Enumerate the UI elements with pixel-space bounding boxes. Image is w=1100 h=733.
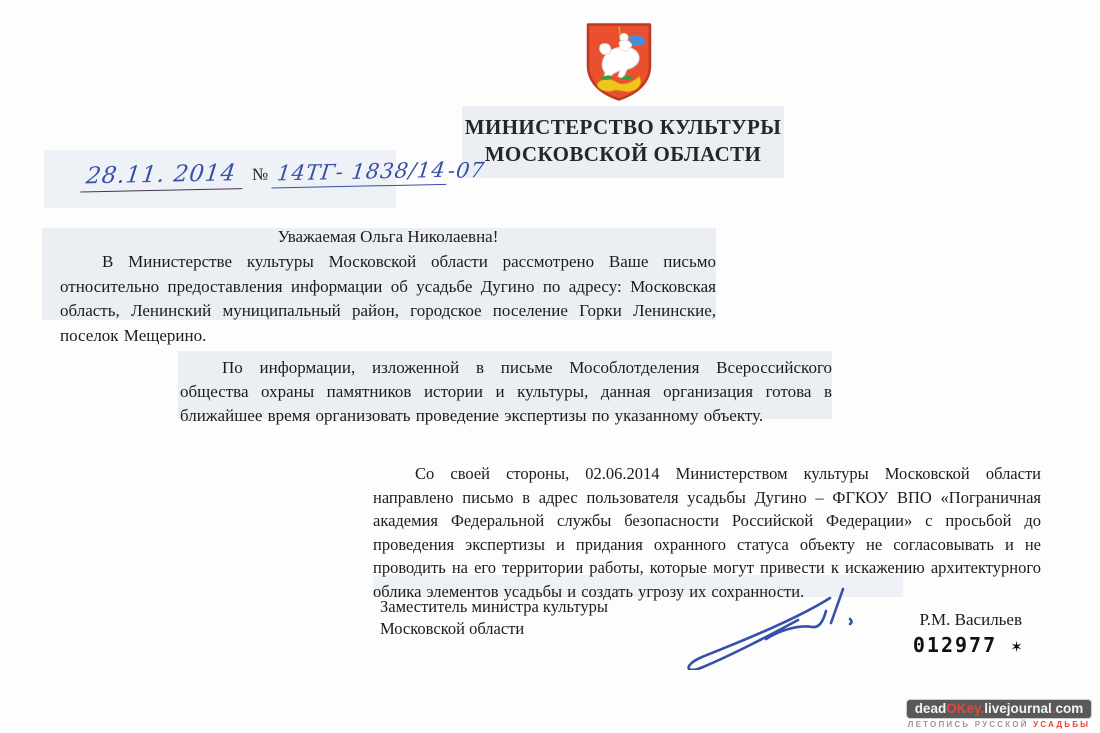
watermark-url-seg5: . (1051, 701, 1056, 716)
stamp-number-digits: 012977 (912, 633, 998, 657)
watermark-url-seg6: com (1055, 701, 1084, 716)
watermark (906, 699, 1092, 729)
salutation: Уважаемая Ольга Николаевна! (277, 227, 499, 246)
watermark-url-seg1: dead (914, 701, 947, 716)
signatory-name: Р.М. Васильев (919, 610, 1022, 629)
paragraph-3: Со своей стороны, 02.06.2014 Министерством культуры Московской области направлено письмо в адрес пользователя усадьбы Дугино – ФГКОУ ВПО «Пограничная академия Федеральной службы безопасности Российской Федерации» с просьбой до проведения экспертизы и придания охранного статуса объекту не согласовывать и не проводить на его территории работы, которые могут привести к искажению архитектурного облика элементов усадьбы и создать угрозу их сохранности. (373, 464, 1041, 601)
paragraph-2: По информации, изложенной в письме Мособлотделения Всероссийского общества охраны памятников истории и культуры, данная организация готова в ближайшее время организовать проведение экспертизы по указанному объекту. (180, 358, 832, 425)
signoff-position-line2: Московской области (380, 619, 525, 638)
signoff-position-line1: Заместитель министра культуры (380, 597, 608, 616)
number-sign: № (251, 164, 269, 184)
watermark-url (906, 699, 1092, 719)
watermark-tagline-gray: ЛЕТОПИСЬ РУССКОЙ (907, 720, 1029, 729)
watermark-url-seg4: livejournal (984, 701, 1052, 716)
handwritten-date: 28.11. 2014 (80, 160, 245, 192)
watermark-url-seg3: . (980, 701, 985, 716)
org-name-line2: МОСКОВСКОЙ ОБЛАСТИ (484, 142, 762, 166)
stamp-number (900, 633, 1022, 657)
paragraph-1: В Министерстве культуры Московской области рассмотрено Ваше письмо относительно предоставления информации об усадьбе Дугино по адресу: Московская область, Ленинский муниципальный район, городское поселение Горки Ленинские, поселок Мещерино. (60, 252, 716, 345)
watermark-tagline (906, 720, 1092, 729)
org-name-line1: МИНИСТЕРСТВО КУЛЬТУРЫ (464, 115, 782, 139)
handwritten-signature (678, 582, 868, 670)
watermark-url-seg2: OKey (946, 701, 981, 716)
signoff-position (380, 596, 608, 640)
watermark-tagline-red: УСАДЬБЫ (1033, 720, 1091, 729)
stamp-star-icon: ✶ (1011, 636, 1022, 657)
org-name (462, 114, 784, 168)
moscow-oblast-coat-of-arms-icon (583, 20, 655, 103)
handwritten-number-main: 14ТГ- 1838/14 (272, 158, 450, 189)
handwritten-number-tail: -07 (446, 157, 487, 183)
